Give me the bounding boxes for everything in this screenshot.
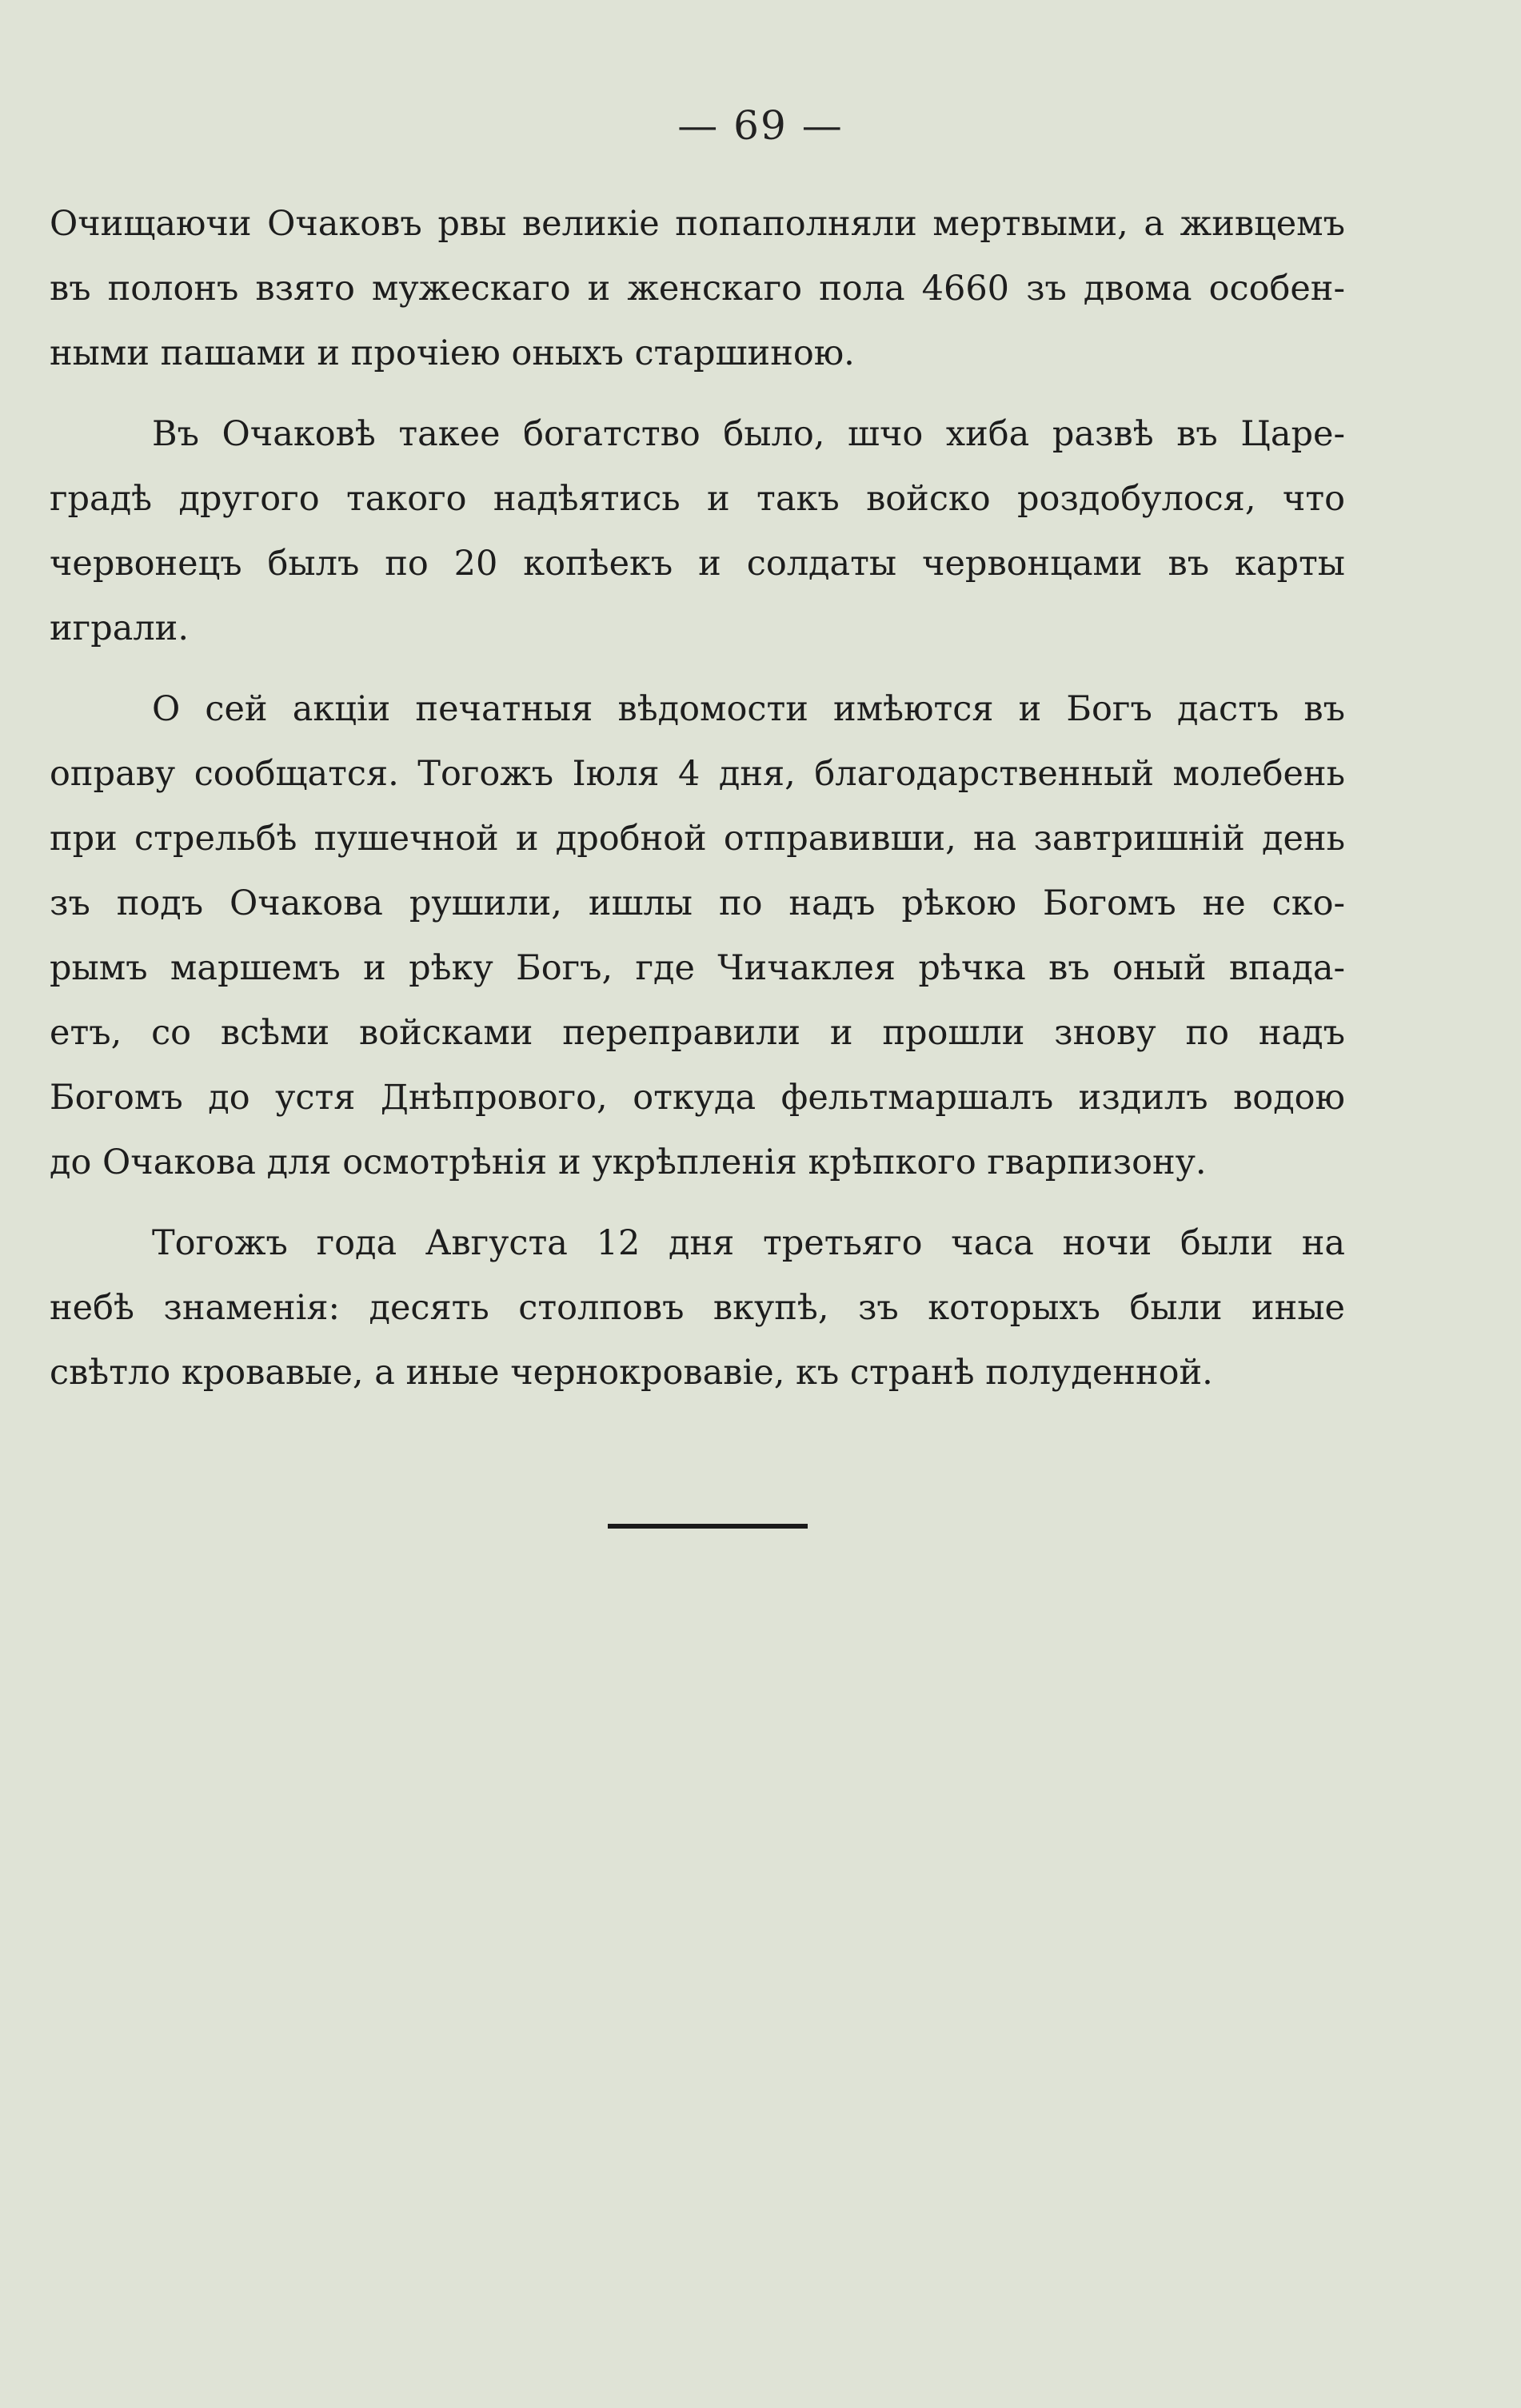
text-line: оправу сообщатся. Тогожъ Іюля 4 дня, благодарственный молебень [50,754,1345,794]
body-text [50,192,1345,1421]
end-of-section-rule [608,1524,808,1529]
text-line: свѣтло кровавые, а иные чернокровавіе, къ странѣ полуденной. [50,1353,1213,1393]
paragraph-3 [50,677,1345,1195]
text-line: до Очакова для осмотрѣнія и укрѣпленія крѣпкого гварпизону. [50,1142,1207,1182]
text-line: градѣ другого такого надѣятись и такъ войско роздобулося, что [50,479,1345,519]
paragraph-1 [50,192,1345,386]
text-line: ными пашами и прочіею оныхъ старшиною. [50,333,855,373]
text-line: играли. [50,608,189,648]
paragraph-2 [50,402,1345,661]
text-line: Очищаючи Очаковъ рвы великіе попаполняли мертвыми, а живцемъ [50,204,1345,244]
text-line: рымъ маршемъ и рѣку Богъ, где Чичаклея рѣчка въ оный впада- [50,948,1345,988]
text-line: въ полонъ взято мужескаго и женскаго пола 4660 зъ двома особен- [50,269,1345,309]
text-line: Богомъ до устя Днѣпрового, откуда фельтмаршалъ издилъ водою [50,1078,1345,1118]
text-line: при стрельбѣ пушечной и дробной отправивши, на завтришній день [50,819,1345,859]
text-line: етъ, со всѣми войсками переправили и прошли знову по надъ [50,1013,1345,1053]
text-line: небѣ знаменія: десять столповъ вкупѣ, зъ которыхъ были иные [50,1288,1345,1328]
text-line: О сей акціи печатныя вѣдомости имѣются и Богъ дастъ въ [152,689,1345,729]
text-line: Въ Очаковѣ такее богатство было, шчо хиба развѣ въ Царе- [152,414,1345,454]
text-line: червонецъ былъ по 20 копѣекъ и солдаты червонцами въ карты [50,544,1345,584]
text-line: зъ подъ Очакова рушили, ишлы по надъ рѣкою Богомъ не ско- [50,883,1345,923]
paragraph-4 [50,1211,1345,1405]
page-number: — 69 — [677,102,844,149]
text-line: Тогожъ года Августа 12 дня третьяго часа ночи были на [152,1223,1345,1263]
